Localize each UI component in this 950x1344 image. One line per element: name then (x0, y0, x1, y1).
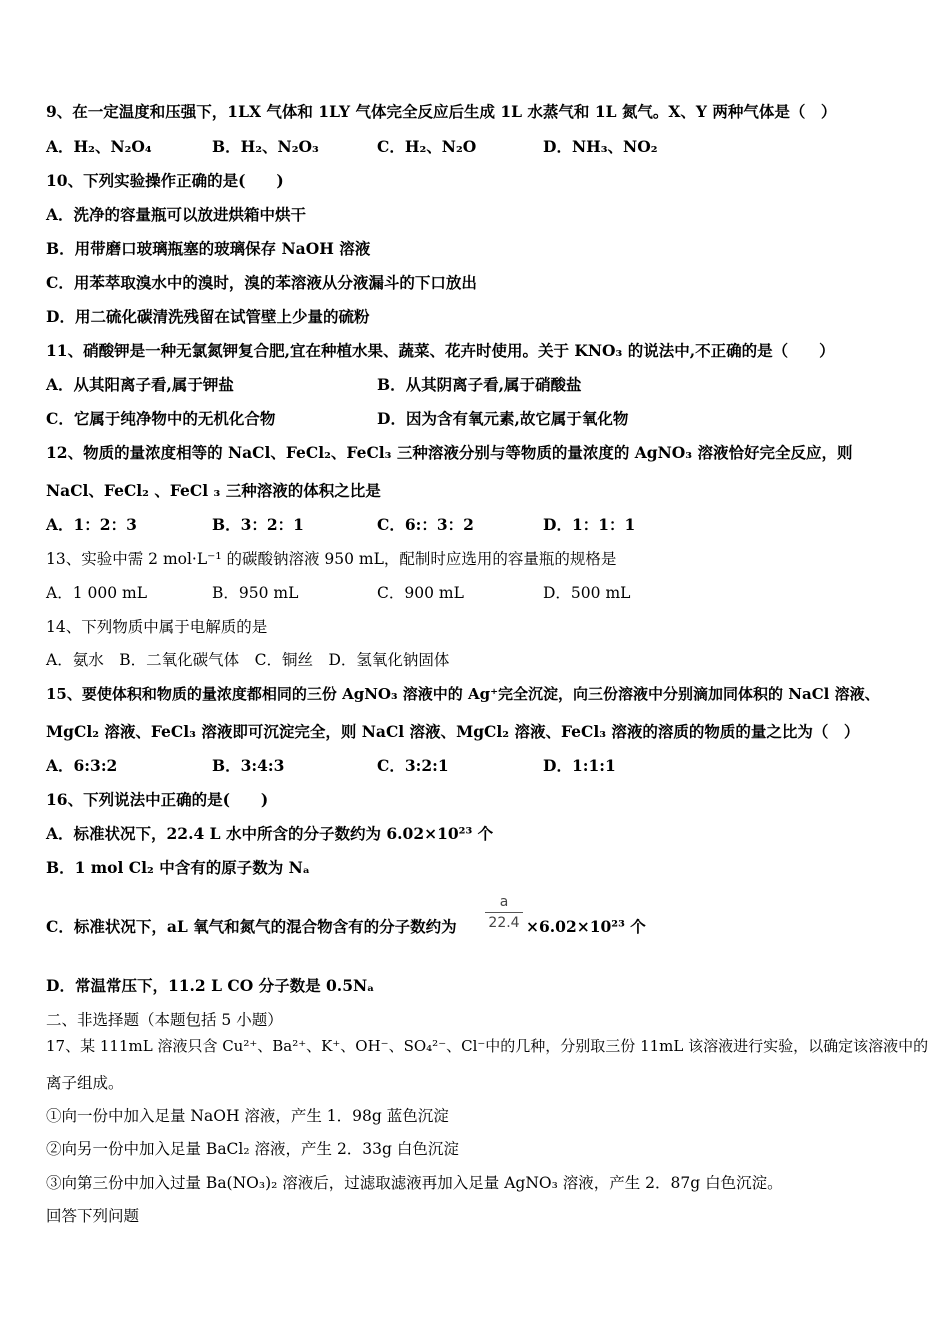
q12-option-b: B．3：2：1 (212, 515, 304, 534)
q16-fraction-bar (485, 912, 523, 913)
q16-option-b: B．1 mol Cl₂ 中含有的原子数为 Nₐ (46, 858, 311, 877)
q17-answer-prompt: 回答下列问题 (46, 1207, 140, 1225)
q10-option-d: D．用二硫化碳清洗残留在试管壁上少量的硫粉 (46, 307, 370, 326)
q12-option-d: D．1：1：1 (543, 515, 636, 534)
q17-step-3: ③向第三份中加入过量 Ba(NO₃)₂ 溶液后，过滤取滤液再加入足量 AgNO₃ 溶液，产生 2．87g 白色沉淀。 (46, 1174, 783, 1192)
q15-stem-line1: 15、要使体积和物质的量浓度都相同的三份 AgNO₃ 溶液中的 Ag⁺完全沉淀，向三份溶液中分别滴加同体积的 NaCl 溶液、 (46, 685, 880, 703)
q16-option-c-text: C．标准状况下，aL 氧气和氮气的混合物含有的分子数约为 (46, 917, 457, 936)
q14-stem: 14、下列物质中属于电解质的是 (46, 618, 268, 636)
q9-option-c: C．H₂、N₂O (377, 137, 477, 156)
q16-option-a: A．标准状况下，22.4 L 水中所含的分子数约为 6.02×10²³ 个 (46, 824, 494, 843)
q11-option-c: C．它属于纯净物中的无机化合物 (46, 409, 276, 428)
q15-option-d: D．1:1:1 (543, 756, 616, 775)
q12-stem-line2: NaCl、FeCl₂ 、FeCl ₃ 三种溶液的体积之比是 (46, 481, 381, 500)
q16-fraction-numerator: a (499, 894, 509, 910)
q11-stem: 11、硝酸钾是一种无氯氮钾复合肥,宜在种植水果、蔬菜、花卉时使用。关于 KNO₃ 的说法中,不正确的是（ ） (46, 341, 835, 360)
q15-option-b: B．3:4:3 (212, 756, 285, 775)
q17-step-1: ①向一份中加入足量 NaOH 溶液，产生 1．98g 蓝色沉淀 (46, 1107, 449, 1125)
q11-option-d: D．因为含有氧元素,故它属于氧化物 (377, 409, 629, 428)
q10-option-c: C．用苯萃取溴水中的溴时，溴的苯溶液从分液漏斗的下口放出 (46, 273, 477, 292)
q17-stem-line2: 离子组成。 (46, 1074, 124, 1092)
q13-option-b: B．950 mL (212, 584, 299, 602)
q11-option-a: A．从其阳离子看,属于钾盐 (46, 375, 234, 394)
q9-stem: 9、在一定温度和压强下，1LX 气体和 1LY 气体完全反应后生成 1L 水蒸气和 1L 氮气。X、Y 两种气体是（ ） (46, 102, 837, 121)
q17-stem-line1: 17、某 111mL 溶液只含 Cu²⁺、Ba²⁺、K⁺、OH⁻、SO₄²⁻、Cl⁻中的几种，分别取三份 11mL 该溶液进行实验，以确定该溶液中的 (46, 1037, 929, 1055)
q13-stem: 13、实验中需 2 mol·L⁻¹ 的碳酸钠溶液 950 mL，配制时应选用的容量瓶的规格是 (46, 550, 617, 568)
q16-option-c-suffix: ×6.02×10²³ 个 (526, 917, 646, 936)
q13-option-d: D．500 mL (543, 584, 631, 602)
q17-step-2: ②向另一份中加入足量 BaCl₂ 溶液，产生 2．33g 白色沉淀 (46, 1140, 459, 1158)
q10-option-a: A．洗净的容量瓶可以放进烘箱中烘干 (46, 205, 307, 224)
q13-option-c: C．900 mL (377, 584, 464, 602)
q10-option-b: B．用带磨口玻璃瓶塞的玻璃保存 NaOH 溶液 (46, 239, 371, 258)
q12-stem-line1: 12、物质的量浓度相等的 NaCl、FeCl₂、FeCl₃ 三种溶液分别与等物质的量浓度的 AgNO₃ 溶液恰好完全反应，则 (46, 443, 853, 462)
q15-option-c: C．3:2:1 (377, 756, 449, 775)
q12-option-a: A．1：2：3 (46, 515, 137, 534)
q9-option-a: A．H₂、N₂O₄ (46, 137, 152, 156)
q10-stem: 10、下列实验操作正确的是( ) (46, 171, 284, 190)
q16-fraction-denominator: 22.4 (488, 915, 520, 931)
q16-fraction (485, 893, 523, 932)
section-heading: 二、非选择题（本题包括 5 小题） (46, 1011, 283, 1029)
q13-option-a: A．1 000 mL (46, 584, 147, 602)
q16-stem: 16、下列说法中正确的是( ) (46, 790, 269, 809)
q16-option-d: D．常温常压下，11.2 L CO 分子数是 0.5Nₐ (46, 976, 375, 995)
q15-option-a: A．6:3:2 (46, 756, 118, 775)
q15-stem-line2: MgCl₂ 溶液、FeCl₃ 溶液即可沉淀完全，则 NaCl 溶液、MgCl₂ 溶液、FeCl₃ 溶液的溶质的物质的量之比为（ ） (46, 722, 860, 741)
q11-option-b: B．从其阴离子看,属于硝酸盐 (377, 375, 582, 394)
q9-option-d: D．NH₃、NO₂ (543, 137, 658, 156)
q12-option-c: C．6:：3：2 (377, 515, 474, 534)
q9-option-b: B．H₂、N₂O₃ (212, 137, 319, 156)
q14-options: A．氨水 B．二氧化碳气体 C．铜丝 D．氢氧化钠固体 (46, 651, 450, 669)
